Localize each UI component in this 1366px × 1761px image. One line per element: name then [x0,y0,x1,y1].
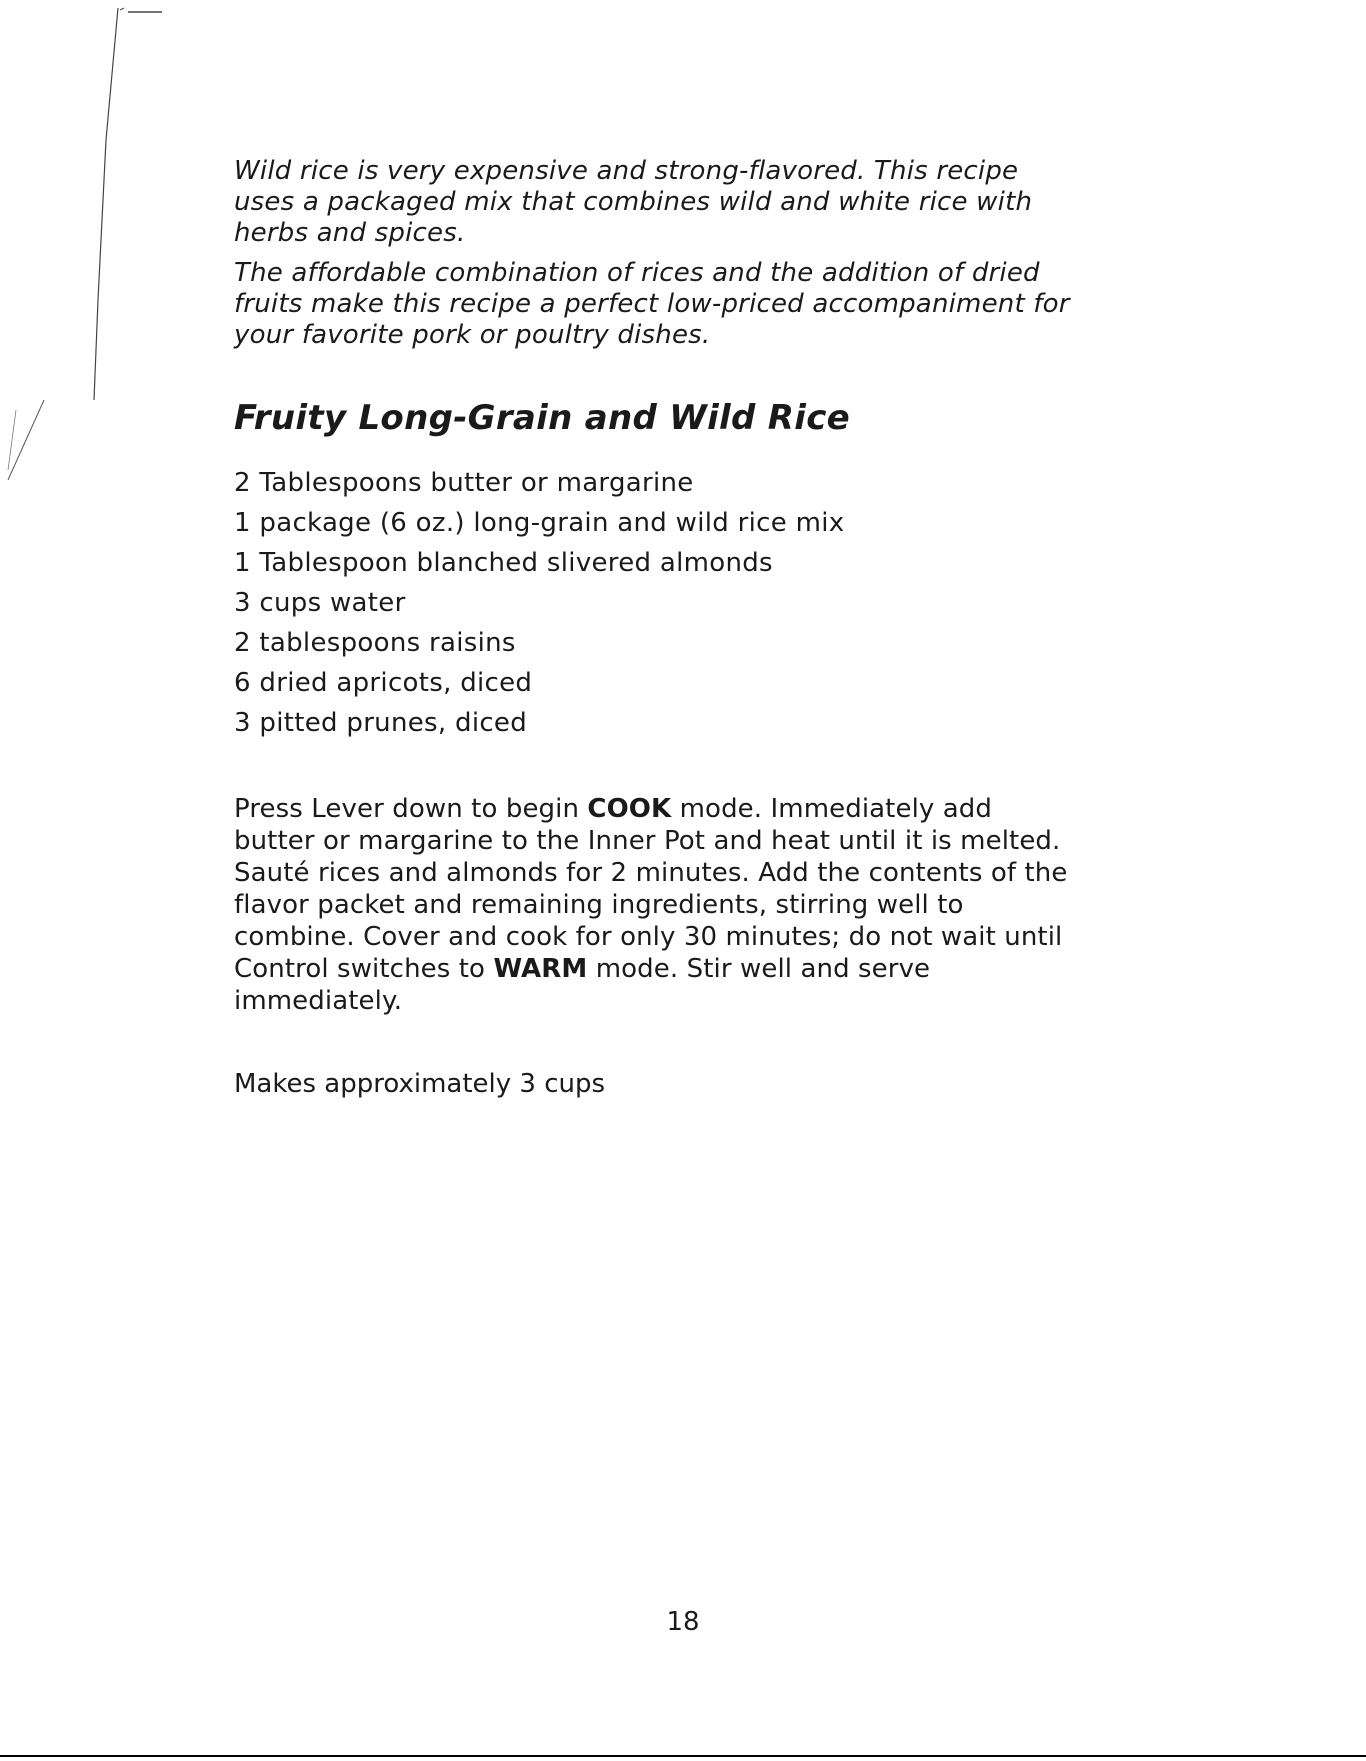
page-number: 18 [666,1607,700,1637]
method-text: Press Lever down to begin [234,794,588,824]
ingredient-item: 2 tablespoons raisins [234,628,516,658]
page-content [234,156,1074,1100]
intro-paragraph: The affordable combination of rices and the addition of dried fruits make this recipe a perfect low-priced accompaniment for your favorite pork or poultry dishes. [234,258,1070,350]
warm-mode-keyword: WARM [493,954,588,984]
ingredient-item: 3 cups water [234,588,406,618]
cook-mode-keyword: COOK [587,794,672,824]
ingredient-item: 3 pitted prunes, diced [234,708,528,738]
method-text: mode. Immediately add butter or margarine to the Inner Pot and heat until it is melted. Sauté rices and almonds for 2 minutes. Add the contents of the flavor packet and remaining ingredients, stirring well to combine. Cover and cook for only 30 minutes; do not wait until Control switches to [234,794,1068,984]
intro-paragraph: Wild rice is very expensive and strong-flavored. This recipe uses a packaged mix that combines wild and white rice with herbs and spices. [234,156,1033,248]
method-paragraph [234,793,1074,1017]
method-text: mode. Stir well and serve immediately. [234,954,931,1016]
scan-bottom-edge [0,1755,1366,1757]
ingredient-item: 1 Tablespoon blanched slivered almonds [234,548,773,578]
ingredient-item: 1 package (6 oz.) long-grain and wild rice mix [234,508,845,538]
ingredient-list [234,463,1074,743]
scan-margin-marks [0,0,200,480]
intro-text [234,156,1074,351]
recipe-title: Fruity Long-Grain and Wild Rice [234,398,851,438]
ingredient-item: 2 Tablespoons butter or margarine [234,468,694,498]
ingredient-item: 6 dried apricots, diced [234,668,533,698]
recipe-yield: Makes approximately 3 cups [234,1069,606,1099]
